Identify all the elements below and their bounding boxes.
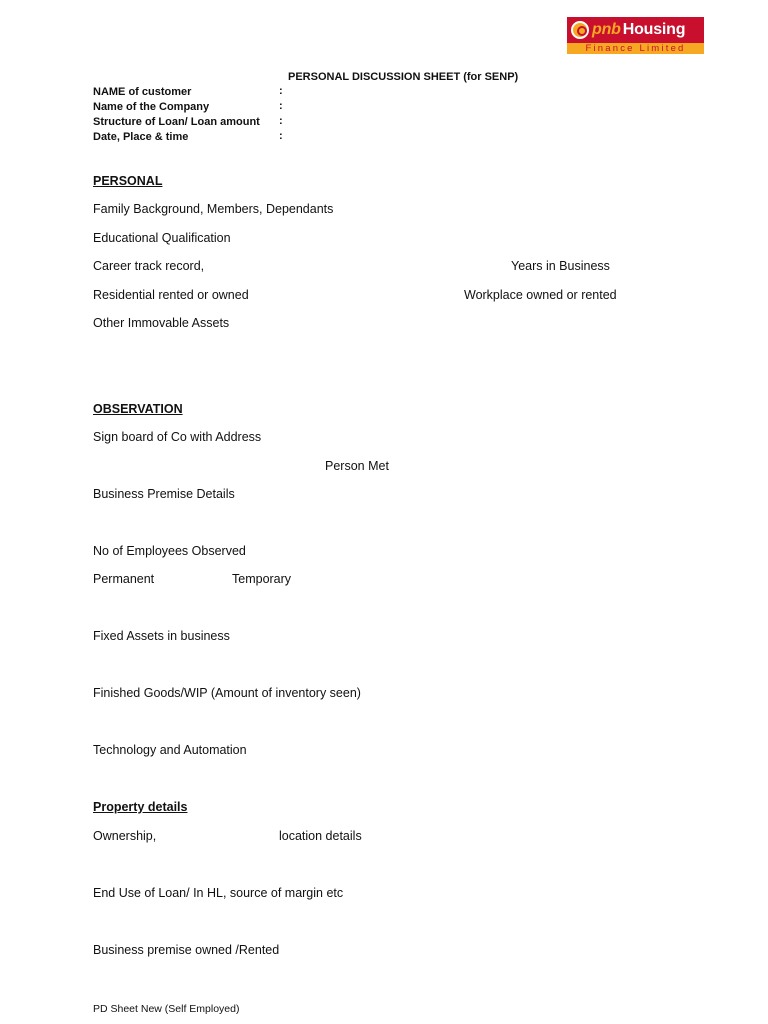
item-finished-goods: Finished Goods/WIP (Amount of inventory seen) xyxy=(93,686,361,700)
logo-emblem-icon xyxy=(571,21,589,39)
item-location-details: location details xyxy=(279,829,362,843)
item-business-premise-owned: Business premise owned /Rented xyxy=(93,943,280,957)
company-logo xyxy=(567,17,704,54)
item-employees-observed: No of Employees Observed xyxy=(93,544,246,558)
item-person-met: Person Met xyxy=(325,459,389,473)
item-educational-qualification: Educational Qualification xyxy=(93,231,231,245)
field-separator: : xyxy=(279,100,283,112)
logo-subtitle: Finance Limited xyxy=(567,43,704,54)
logo-brand-text: pnb Housing xyxy=(592,21,686,38)
item-business-premise-details: Business Premise Details xyxy=(93,487,235,501)
field-label-loan-structure: Structure of Loan/ Loan amount xyxy=(93,116,260,128)
item-workplace-status: Workplace owned or rented xyxy=(464,288,617,302)
item-end-use-of-loan: End Use of Loan/ In HL, source of margin etc xyxy=(93,886,344,900)
section-heading-personal: PERSONAL xyxy=(93,174,163,188)
section-heading-observation: OBSERVATION xyxy=(93,402,183,416)
field-separator: : xyxy=(279,130,283,142)
item-permanent: Permanent xyxy=(93,572,155,586)
field-label-company-name: Name of the Company xyxy=(93,101,210,113)
item-temporary: Temporary xyxy=(232,572,292,586)
field-separator: : xyxy=(279,85,283,97)
item-residential-status: Residential rented or owned xyxy=(93,288,249,302)
item-other-immovable-assets: Other Immovable Assets xyxy=(93,316,230,330)
document-title: PERSONAL DISCUSSION SHEET (for SENP) xyxy=(288,71,519,83)
item-career-track-record: Career track record, xyxy=(93,259,205,273)
item-family-background: Family Background, Members, Dependants xyxy=(93,202,334,216)
item-years-in-business: Years in Business xyxy=(511,259,610,273)
field-label-customer-name: NAME of customer xyxy=(93,86,192,98)
item-fixed-assets: Fixed Assets in business xyxy=(93,629,230,643)
field-label-date-place-time: Date, Place & time xyxy=(93,131,189,143)
page-footer: PD Sheet New (Self Employed) xyxy=(93,1003,240,1015)
item-sign-board: Sign board of Co with Address xyxy=(93,430,262,444)
item-technology-automation: Technology and Automation xyxy=(93,743,247,757)
section-heading-property: Property details xyxy=(93,800,188,814)
item-ownership: Ownership, xyxy=(93,829,157,843)
field-separator: : xyxy=(279,115,283,127)
